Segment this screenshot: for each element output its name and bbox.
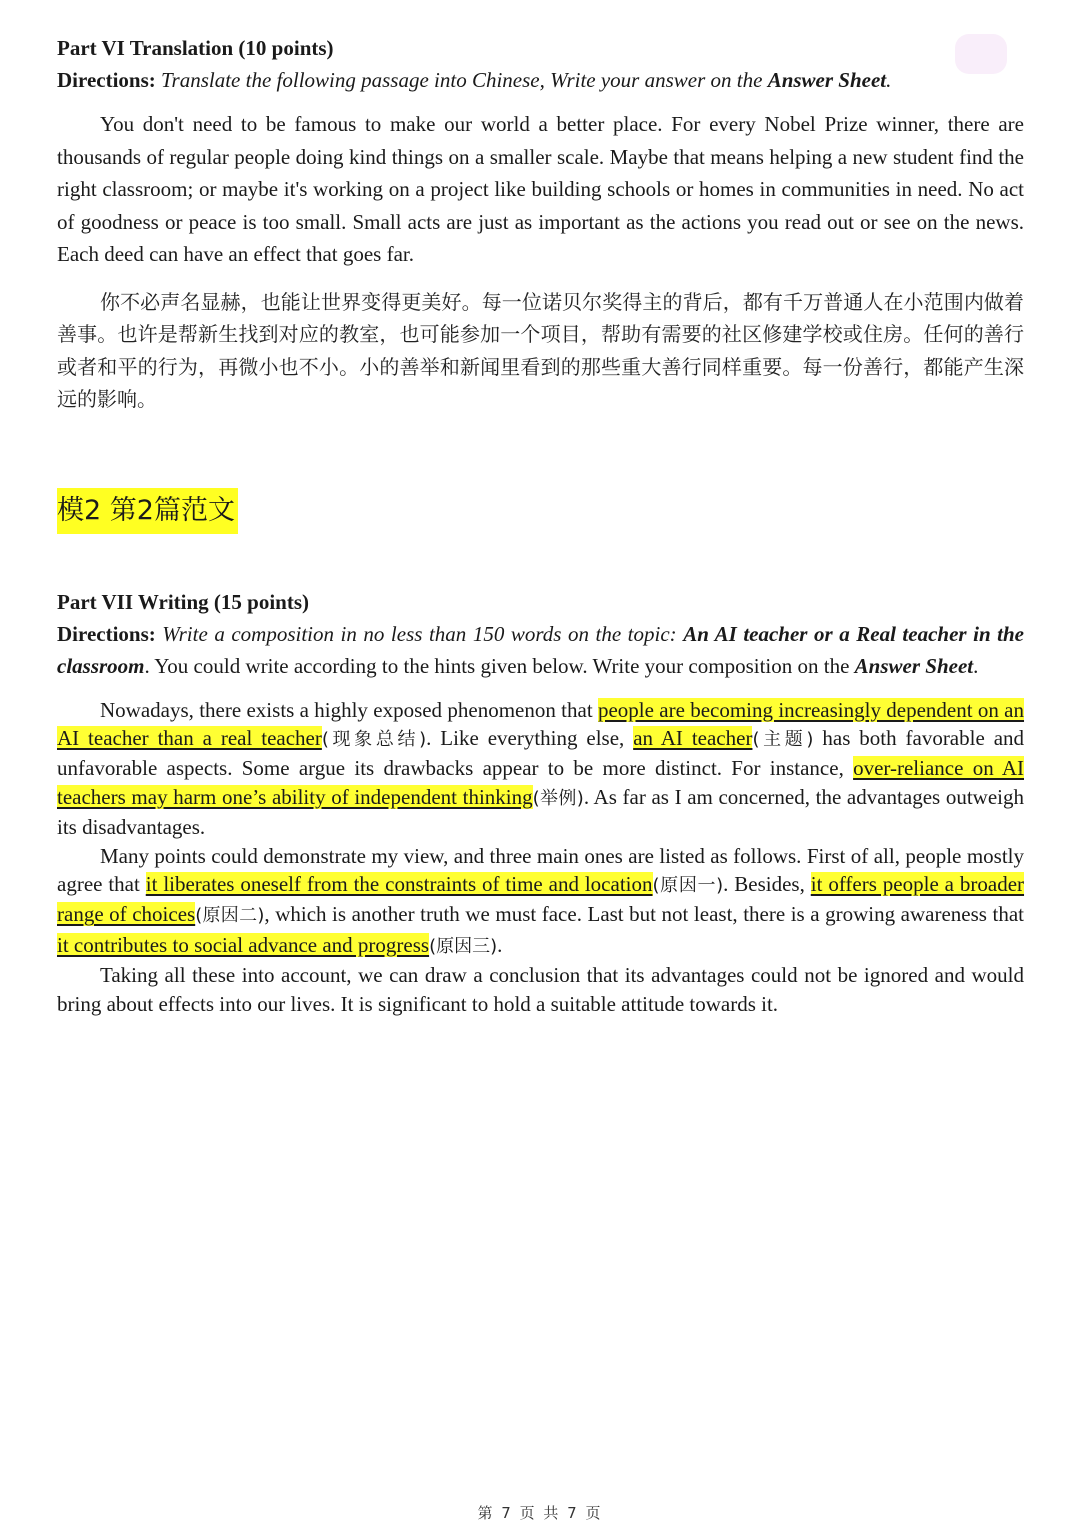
translation-section <box>57 32 1024 416</box>
essay-text: . As far as I am concerned, the advantages outweigh its disadvantages. <box>57 784 1024 840</box>
highlighted-phrase: it offers people a broader range of choices <box>57 871 1025 927</box>
section-label-wrap <box>57 488 1024 534</box>
highlighted-phrase: over-reliance on AI teachers may harm one’s ability of independent thinking <box>57 756 1024 809</box>
answer-sheet-label: Answer Sheet <box>854 653 974 678</box>
directions-label: Directions: <box>57 68 156 92</box>
answer-sheet-label: Answer Sheet <box>767 68 887 92</box>
annotation: (原因二) <box>195 905 265 927</box>
annotation: (原因一) <box>652 874 724 896</box>
essay-text: has both favorable and unfavorable aspects. Some argue its drawbacks appear to be more distinct. For instance, <box>57 725 1025 781</box>
highlighted-phrase: it liberates oneself from the constraints of time and location <box>145 871 653 896</box>
essay-text: , which is another truth we must face. Last but not least, there is a growing awareness that <box>264 902 1024 927</box>
highlighted-phrase: an AI teacher <box>633 725 753 750</box>
annotation: (原因三) <box>429 935 498 957</box>
highlighted-phrase: it contributes to social advance and progress <box>57 932 430 957</box>
annotation: (现象总结) <box>321 728 427 750</box>
page-footer: 第 7 页 共 7 页 <box>477 1504 603 1522</box>
essay-text: . Besides, <box>723 871 811 896</box>
translation-directions <box>57 64 1024 96</box>
annotation: (举例) <box>532 787 584 809</box>
essay-text: . Like everything else, <box>426 725 634 750</box>
essay-text: Nowadays, there exists a highly exposed phenomenon that <box>100 697 598 722</box>
annotation: (主题) <box>752 728 814 750</box>
essay-paragraph-2 <box>57 842 1024 962</box>
writing-title: Part VII Writing (15 points) <box>57 589 310 614</box>
directions-text: Translate the following passage into Chinese, Write your answer on the <box>155 68 768 92</box>
directions-text: Write a composition in no less than 150 words on the topic: <box>155 621 684 646</box>
essay-paragraph-3: Taking all these into account, we can draw a conclusion that its advantages could not be ignored and would bring about effects into our lives. It is significant to hold a suitable attitude towards it. <box>57 963 1024 1016</box>
writing-directions <box>57 618 1024 682</box>
highlighted-phrase: people are becoming increasingly dependent on an AI teacher than a real teacher <box>57 697 1025 750</box>
directions-end: . <box>886 68 892 92</box>
section-label: 模2 第2篇范文 <box>57 488 238 534</box>
directions-text-2: . You could write according to the hints given below. Write your composition on the <box>144 653 855 678</box>
directions-label: Directions: <box>57 621 156 646</box>
english-passage: You don't need to be famous to make our world a better place. For every Nobel Prize winner, there are thousands of regular people doing kind things on a smaller scale. Maybe that means helping a new student find the right classroom; or maybe it's working on a project like building schools or homes in communities in need. No act of goodness or peace is too small. Small acts are just as important as the actions you read out or see on the news. Each deed can have an effect that goes far. <box>57 112 1024 266</box>
document-page <box>57 32 1024 1018</box>
essay-text: Many points could demonstrate my view, and three main ones are listed as follows. First of all, people mostly agree that <box>57 843 1024 896</box>
chinese-translation: 你不必声名显赫，也能让世界变得更美好。每一位诺贝尔奖得主的背后，都有千万普通人在小范围内做着善事。也许是帮新生找到对应的教室，也可能参加一个项目，帮助有需要的社区修建学校或住房。任何的善行或者和平的行为，再微小也不小。小的善举和新闻里看到的那些重大善行同样重要。每一份善行，都能产生深远的影响。 <box>57 289 1024 411</box>
essay-text: . <box>497 932 503 957</box>
essay-paragraph-1 <box>57 696 1024 842</box>
topic-text: An AI teacher or a Real teacher in the classroom <box>57 621 1024 678</box>
directions-end: . <box>973 653 979 678</box>
translation-title: Part VI Translation (10 points) <box>57 36 334 60</box>
writing-section <box>57 586 1024 1018</box>
